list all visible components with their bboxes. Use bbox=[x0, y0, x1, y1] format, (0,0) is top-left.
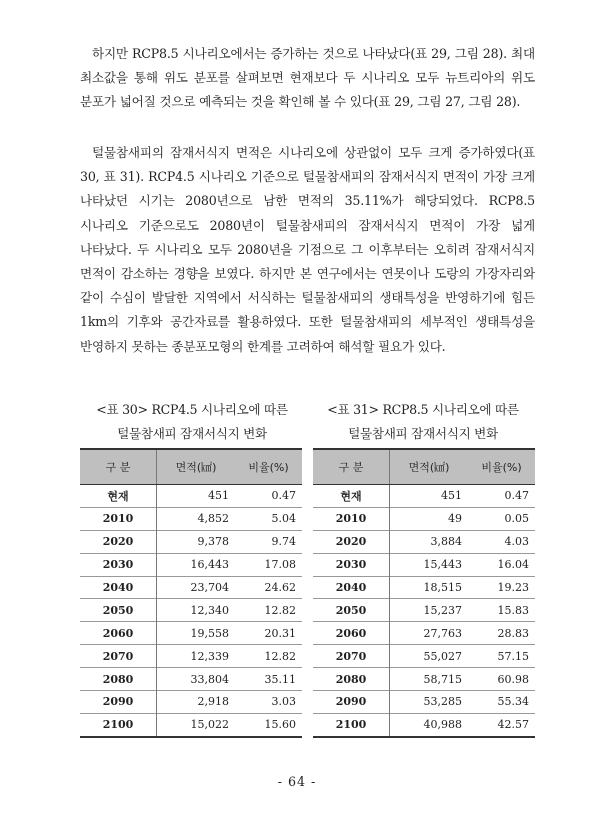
row-area: 40,988 bbox=[390, 713, 469, 736]
row-area: 18,515 bbox=[390, 576, 469, 599]
row-area: 4,852 bbox=[157, 507, 236, 530]
row-period: 2030 bbox=[313, 553, 390, 576]
row-ratio: 60.98 bbox=[468, 668, 535, 691]
header-area: 면적(㎢) bbox=[390, 449, 469, 485]
row-area: 15,022 bbox=[157, 713, 236, 736]
table-row bbox=[80, 485, 302, 508]
row-period: 2080 bbox=[313, 668, 390, 691]
row-area: 27,763 bbox=[390, 622, 469, 645]
row-period: 2030 bbox=[80, 553, 157, 576]
table-row bbox=[313, 553, 535, 576]
row-area: 12,340 bbox=[157, 599, 236, 622]
row-area: 9,378 bbox=[157, 530, 236, 553]
table-row bbox=[80, 507, 302, 530]
table-row bbox=[313, 599, 535, 622]
row-period: 2040 bbox=[313, 576, 390, 599]
table-row bbox=[313, 668, 535, 691]
row-area: 58,715 bbox=[390, 668, 469, 691]
table-row bbox=[313, 530, 535, 553]
table-row bbox=[80, 530, 302, 553]
header-ratio: 비율(%) bbox=[468, 449, 535, 485]
table31 bbox=[313, 448, 535, 738]
row-period: 2040 bbox=[80, 576, 157, 599]
row-period: 2060 bbox=[80, 622, 157, 645]
row-ratio: 16.04 bbox=[468, 553, 535, 576]
row-ratio: 5.04 bbox=[235, 507, 302, 530]
table-header-row bbox=[80, 449, 302, 485]
table-row bbox=[313, 576, 535, 599]
page-number: - 64 - bbox=[277, 774, 317, 789]
header-category: 구 분 bbox=[80, 449, 157, 485]
row-period: 2010 bbox=[80, 507, 157, 530]
table-row bbox=[80, 668, 302, 691]
paragraph-latitude-distribution: 하지만 RCP8.5 시나리오에서는 증가하는 것으로 나타났다(표 29, 그림 28). 최대 최소값을 통해 위도 분포를 살펴보면 현재보다 두 시나리오 모두 뉴트리아의 위도 분포가 넓어질 것으로 예측되는 것을 확인해 볼 수 있다(표 29, 그림 27, 그림 28). bbox=[80, 46, 535, 110]
table-row bbox=[80, 645, 302, 668]
table-row bbox=[313, 485, 535, 508]
row-ratio: 28.83 bbox=[468, 622, 535, 645]
table-row bbox=[80, 691, 302, 714]
paragraph-habitat-area: 털물참새피의 잠재서식지 면적은 시나리오에 상관없이 모두 크게 증가하였다(표 30, 표 31). RCP4.5 시나리오 기준으로 털물참새피의 잠재서식지 면적이 가장 크게 나타났던 시기는 2080년으로 남한 면적의 35.11%가 해당되었다. RCP8.5 시나리오 기준으로도 2080년이 털물참새피의 잠재서식지 면적이 가장 넓게 나타났다. 두 시나리오 모두 2080년을 기점으로 그 이후부터는 오히려 잠재서식지 면적이 감소하는 경향을 보였다. 하지만 본 연구에서는 연못이나 도랑의 가장자리와 같이 수심이 발달한 지역에서 서식하는 털물참새피의 생태특성을 반영하기에 힘든 1km의 기후와 공간자료를 활용하였다. 또한 털물참새피의 세부적인 생태특성을 반영하지 못하는 종분포모형의 한계를 고려하여 해석할 필요가 있다. bbox=[80, 145, 535, 354]
table-captions bbox=[80, 398, 535, 446]
row-ratio: 4.03 bbox=[468, 530, 535, 553]
row-area: 33,804 bbox=[157, 668, 236, 691]
row-period: 2060 bbox=[313, 622, 390, 645]
table30-caption: <표 30> RCP4.5 시나리오에 따른 털물참새피 잠재서식지 변화 bbox=[96, 402, 288, 441]
row-area: 451 bbox=[441, 489, 463, 503]
row-area: 451 bbox=[208, 489, 230, 503]
row-period: 2100 bbox=[313, 713, 390, 736]
table-row bbox=[313, 713, 535, 736]
row-ratio: 12.82 bbox=[235, 599, 302, 622]
table30 bbox=[80, 448, 302, 738]
table-row bbox=[313, 507, 535, 530]
row-ratio: 57.15 bbox=[468, 645, 535, 668]
row-ratio: 42.57 bbox=[468, 713, 535, 736]
row-ratio: 24.62 bbox=[235, 576, 302, 599]
row-period: 2020 bbox=[313, 530, 390, 553]
table-header-row bbox=[313, 449, 535, 485]
table31-caption: <표 31> RCP8.5 시나리오에 따른 털물참새피 잠재서식지 변화 bbox=[327, 402, 519, 441]
row-ratio: 0.47 bbox=[271, 489, 296, 503]
row-period: 2090 bbox=[80, 691, 157, 714]
row-area: 3,884 bbox=[390, 530, 469, 553]
row-ratio: 20.31 bbox=[235, 622, 302, 645]
table-row bbox=[80, 599, 302, 622]
row-ratio: 15.60 bbox=[235, 713, 302, 736]
row-area: 16,443 bbox=[157, 553, 236, 576]
row-ratio: 9.74 bbox=[235, 530, 302, 553]
table-row bbox=[80, 622, 302, 645]
row-ratio: 19.23 bbox=[468, 576, 535, 599]
row-ratio: 15.83 bbox=[468, 599, 535, 622]
table-row bbox=[80, 576, 302, 599]
table-row bbox=[313, 691, 535, 714]
row-area: 19,558 bbox=[157, 622, 236, 645]
row-ratio: 12.82 bbox=[235, 645, 302, 668]
row-area: 23,704 bbox=[157, 576, 236, 599]
row-ratio: 0.47 bbox=[504, 489, 529, 503]
row-ratio: 35.11 bbox=[235, 668, 302, 691]
row-period: 2010 bbox=[313, 507, 390, 530]
table-row bbox=[313, 622, 535, 645]
row-area: 55,027 bbox=[390, 645, 469, 668]
row-area: 49 bbox=[390, 507, 469, 530]
table-row bbox=[80, 553, 302, 576]
header-category: 구 분 bbox=[313, 449, 390, 485]
row-period: 2050 bbox=[313, 599, 390, 622]
header-ratio: 비율(%) bbox=[235, 449, 302, 485]
row-area: 15,237 bbox=[390, 599, 469, 622]
row-period: 현재 bbox=[80, 485, 157, 508]
row-period: 2070 bbox=[80, 645, 157, 668]
row-period: 현재 bbox=[313, 485, 390, 508]
row-ratio: 17.08 bbox=[235, 553, 302, 576]
row-period: 2080 bbox=[80, 668, 157, 691]
tables-container bbox=[80, 448, 535, 738]
row-area: 2,918 bbox=[157, 691, 236, 714]
table-row bbox=[313, 645, 535, 668]
row-period: 2020 bbox=[80, 530, 157, 553]
row-ratio: 3.03 bbox=[235, 691, 302, 714]
row-ratio: 55.34 bbox=[468, 691, 535, 714]
row-area: 53,285 bbox=[390, 691, 469, 714]
row-period: 2070 bbox=[313, 645, 390, 668]
row-period: 2050 bbox=[80, 599, 157, 622]
row-area: 15,443 bbox=[390, 553, 469, 576]
row-period: 2100 bbox=[80, 713, 157, 736]
table-row bbox=[80, 713, 302, 736]
row-area: 12,339 bbox=[157, 645, 236, 668]
row-period: 2090 bbox=[313, 691, 390, 714]
header-area: 면적(㎢) bbox=[157, 449, 236, 485]
row-ratio: 0.05 bbox=[468, 507, 535, 530]
